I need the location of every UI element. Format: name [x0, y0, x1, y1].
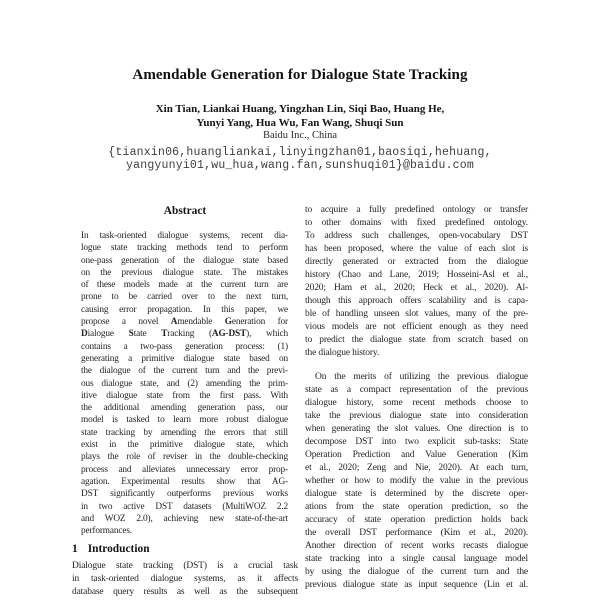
- text-line: history (Chao and Lane, 2019; Hosseini-Asl et al.,: [305, 270, 528, 280]
- text-line: model is tasked to learn more robust dialogue: [81, 415, 288, 426]
- text-line: has been proposed, where the value of each slot is: [305, 244, 528, 254]
- abstract-heading: Abstract: [163, 205, 207, 217]
- email-block: [0, 146, 600, 172]
- text-line: process and alleviates unnecessary error prop-: [81, 464, 288, 475]
- section-number: 1: [72, 543, 78, 556]
- paper-title: Amendable Generation for Dialogue State Tracking: [132, 67, 468, 83]
- text-line: one-pass generation of the dialogue state based: [81, 255, 288, 266]
- left-column: [72, 205, 298, 599]
- text-line: the dialogue history.: [305, 348, 380, 358]
- text-line: though this approach offers scalability and is capa-: [305, 296, 528, 306]
- text-line: the dialogue of the current turn and the previ-: [81, 366, 288, 377]
- author-block: [0, 103, 600, 130]
- text-line: directly generated or extracted from the dialogue: [305, 257, 528, 267]
- text-line: dialogue history, some recent methods choose to: [305, 398, 528, 408]
- affiliation: Baidu Inc., China: [262, 130, 338, 141]
- text-line: state tracking into a single causal language model: [305, 554, 528, 564]
- text-line: et al., 2020; Zeng and Nie, 2020). At each turn,: [305, 463, 528, 473]
- text-line: state as a compact representation of the previous: [305, 385, 528, 395]
- text-line: in task-oriented dialogue systems, as it affects: [72, 573, 298, 584]
- text-line: database query results as well as the subsequent: [72, 586, 298, 597]
- text-line: On the merits of utilizing the previous dialogue: [315, 372, 528, 382]
- text-line: of these models made at the current turn are: [81, 280, 288, 291]
- email-line: {tianxin06,huangliankai,linyingzhan01,baosiqi,hehuang,: [108, 146, 492, 159]
- abstract-text: [72, 230, 298, 537]
- text-line: when generating the slot values. One direction is to: [305, 424, 528, 434]
- text-line: causing error propagation. In this paper, we: [81, 304, 288, 315]
- text-line: state tracking by amending the errors that still: [81, 427, 288, 438]
- text-line: DST significantly outperforms previous works: [81, 489, 288, 500]
- text-line: on the previous dialogue state. The mistakes: [81, 267, 288, 278]
- text-line: the additional amending generation pass, our: [81, 403, 288, 414]
- text-line: vious models are not efficient enough as they need: [305, 322, 528, 332]
- text-line: Dialogue State Tracking (AG-DST), which: [81, 329, 288, 340]
- text-line: logue state tracking methods tend to perform: [81, 243, 288, 254]
- right-column: [305, 204, 528, 592]
- text-line: previous dialogue state as input sequence (Lin et al.: [305, 580, 528, 590]
- text-line: propose a novel Amendable Generation for: [81, 317, 288, 328]
- text-line: ations from the state operation prediction, so the: [305, 502, 528, 512]
- text-line: In task-oriented dialogue systems, recent dia-: [81, 231, 288, 241]
- text-line: to acquire a fully predefined ontology or transfer: [305, 205, 528, 215]
- section-heading-introduction: [72, 543, 298, 556]
- paragraph: [305, 204, 528, 360]
- text-line: decompose DST into two explicit sub-tasks: State: [305, 437, 528, 447]
- text-line: by using the dialogue of the current turn and the: [305, 567, 528, 577]
- author-line: Xin Tian, Liankai Huang, Yingzhan Lin, Siqi Bao, Huang He,: [155, 103, 445, 115]
- text-line: ble of handling unseen slot values, many of the pre-: [305, 309, 528, 319]
- text-line: prone to be carried over to the next turn,: [81, 292, 288, 303]
- text-line: Another direction of recent works recasts dialogue: [305, 541, 528, 551]
- text-line: generating a primitive dialogue state based on: [81, 353, 288, 364]
- text-line: 2020; Ham et al., 2020; Heck et al., 2020). Al-: [305, 283, 528, 293]
- text-line: whether or how to modify the value in the previous: [305, 476, 528, 486]
- text-line: plays the role of reviser in the double-checking: [81, 452, 288, 463]
- text-line: Operation Prediction and Value Generation (Kim: [305, 450, 528, 460]
- text-line: take the previous dialogue state into consideration: [305, 411, 528, 421]
- text-line: in two active DST datasets (MultiWOZ 2.2: [81, 501, 288, 512]
- text-line: performances.: [81, 526, 132, 537]
- text-line: agation. Experimental results show that AG-: [81, 476, 288, 487]
- text-line: to other domains with fixed predefined ontology.: [305, 218, 528, 228]
- text-line: To address such challenges, open-vocabulary DST: [305, 231, 528, 241]
- text-line: Dialogue state tracking (DST) is a crucial task: [72, 560, 298, 571]
- text-line: to predict the dialogue state from scratch based on: [305, 335, 528, 345]
- text-line: itive dialogue state from the first pass. With: [81, 390, 288, 401]
- section-title: Introduction: [87, 543, 150, 556]
- text-line: and WOZ 2.0), achieving new state-of-the-art: [81, 513, 288, 524]
- text-line: accuracy of state operation prediction holds back: [305, 515, 528, 525]
- email-line: yangyunyi01,wu_hua,wang.fan,sunshuqi01}@baidu.com: [126, 159, 474, 172]
- text-line: contains a two-pass generation process: (1): [81, 341, 288, 352]
- introduction-text: [72, 560, 298, 599]
- text-line: dialogue state is determined by the discrete oper-: [305, 489, 528, 499]
- text-line: the overall DST performance (Kim et al., 2020).: [305, 528, 528, 538]
- text-line: exist in the primitive dialogue state, which: [81, 440, 288, 451]
- author-line: Yunyi Yang, Hua Wu, Fan Wang, Shuqi Sun: [196, 116, 404, 129]
- paragraph: [305, 371, 528, 592]
- text-line: ous dialogue state, and (2) amending the prim-: [81, 378, 288, 389]
